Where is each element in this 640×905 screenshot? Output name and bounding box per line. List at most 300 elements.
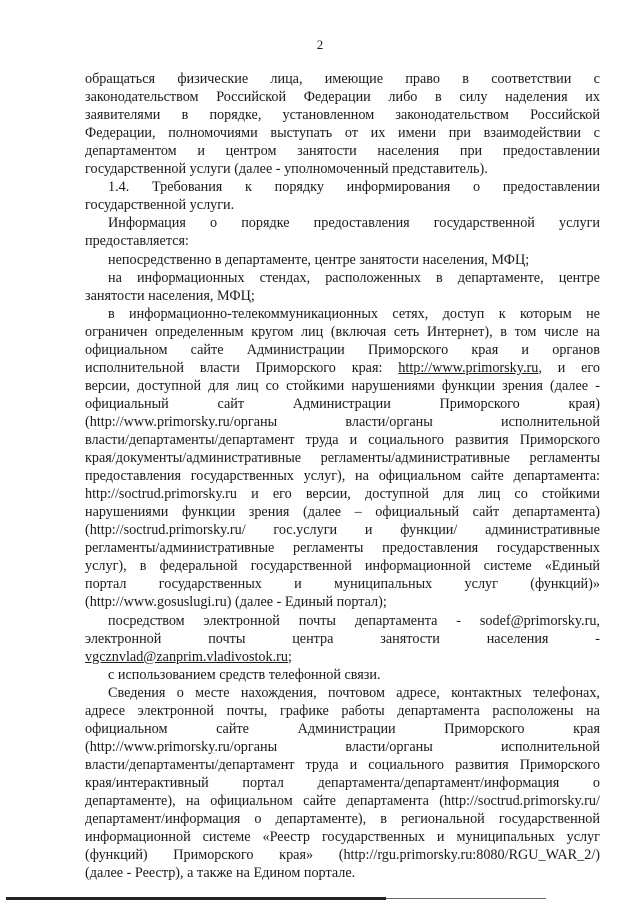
- word: департамента:: [513, 468, 600, 485]
- word: регламенты/административные: [85, 540, 275, 557]
- word: стойкими: [286, 377, 345, 394]
- word: установленном: [282, 107, 375, 124]
- word: развития: [455, 756, 509, 773]
- text-line: [85, 342, 600, 359]
- word: средств: [219, 666, 266, 683]
- word: департаменте),: [275, 811, 367, 828]
- text-line: [85, 324, 600, 341]
- word: связи.: [344, 666, 381, 683]
- word: графике: [279, 702, 329, 719]
- word: его: [272, 486, 292, 503]
- word: труда: [305, 756, 339, 773]
- word: и: [251, 486, 259, 503]
- word: расположенных: [325, 269, 421, 286]
- word: их: [585, 89, 600, 106]
- word: центром: [225, 143, 277, 160]
- text-line: [85, 233, 189, 250]
- word: края/интерактивный: [85, 774, 209, 791]
- word: муниципальных: [334, 576, 433, 593]
- text-line: [85, 107, 600, 124]
- text-line: [85, 197, 234, 214]
- word: департаментом: [85, 143, 177, 160]
- word: муниципальных: [456, 829, 555, 846]
- word: (http://www.gosuslugi.ru): [85, 594, 232, 611]
- word: функции: [181, 504, 236, 521]
- word: «Реестр: [262, 829, 311, 846]
- word: лиц: [300, 323, 324, 340]
- text-line: [85, 631, 600, 648]
- word: населения: [486, 630, 549, 647]
- word: МФЦ;: [216, 287, 255, 304]
- word: и: [197, 143, 205, 160]
- word: при: [448, 125, 471, 142]
- word: информационной: [85, 829, 191, 846]
- word: департаменте,: [457, 269, 544, 286]
- word: сайт: [217, 395, 245, 412]
- word: телефонах,: [533, 684, 600, 701]
- word: на: [236, 865, 250, 882]
- text-line: [108, 685, 600, 702]
- word: обращаться: [85, 71, 156, 87]
- word: (http://rgu.primorsky.ru:8080/RGU_WAR_2/): [338, 847, 600, 864]
- word: 1.4.: [108, 179, 130, 196]
- word: предоставлении: [502, 143, 600, 160]
- word: услуги: [189, 161, 231, 178]
- word: Единый: [284, 594, 334, 611]
- word: гос.услуги: [273, 522, 338, 539]
- word: портал: [242, 774, 284, 791]
- word: силу: [459, 89, 488, 106]
- text-line: [85, 396, 600, 413]
- word: развития: [455, 432, 509, 448]
- word: МФЦ;: [491, 251, 530, 268]
- word: -: [275, 161, 281, 178]
- word: услуги: [559, 215, 600, 232]
- word: портал);: [336, 594, 387, 611]
- word: предоставления: [85, 468, 182, 485]
- text-line: [85, 865, 355, 882]
- word: государственной: [250, 558, 352, 575]
- text-line: [85, 793, 600, 810]
- word: адресе,: [396, 684, 440, 701]
- word: власти/департаменты/департамент: [85, 756, 295, 773]
- word: Приморского: [519, 432, 600, 448]
- page-number: 2: [316, 37, 324, 52]
- word: информирования: [346, 179, 451, 196]
- word: государственной: [85, 197, 187, 214]
- word: расположены: [492, 702, 574, 719]
- word: ограничен: [85, 323, 148, 340]
- word: и: [349, 432, 358, 448]
- word: почтовом: [327, 684, 385, 701]
- word: не: [586, 305, 600, 322]
- word: и: [521, 341, 530, 358]
- word: о: [210, 215, 218, 232]
- word: стойкими: [541, 486, 600, 503]
- word: Приморского: [367, 341, 449, 358]
- word: нарушениями: [351, 377, 435, 394]
- word: числе: [543, 323, 579, 340]
- word: физические: [177, 71, 249, 87]
- word: -: [126, 865, 132, 882]
- word: в: [435, 89, 442, 106]
- word: почты: [208, 630, 246, 647]
- word: государственной: [433, 215, 535, 232]
- word: центра: [292, 630, 334, 647]
- word: -: [595, 630, 600, 647]
- text-line: [108, 252, 529, 269]
- text-line: [85, 288, 255, 305]
- word: имеющие: [324, 71, 384, 87]
- word: со: [265, 377, 279, 394]
- text-line: [108, 613, 600, 630]
- text-line: [85, 522, 600, 539]
- text-line: [85, 829, 600, 846]
- word: с: [593, 71, 600, 87]
- text-line: [85, 847, 600, 864]
- word: услуг: [464, 576, 498, 593]
- text-line: [85, 468, 600, 485]
- text-line: [85, 721, 600, 738]
- word: (http://www.primorsky.ru/органы: [85, 413, 278, 430]
- word: и: [349, 756, 358, 773]
- text-line: [85, 504, 600, 521]
- text-line: [85, 558, 600, 575]
- word: доступной: [137, 377, 202, 394]
- word: с: [108, 666, 115, 683]
- word: Администрации: [246, 341, 345, 358]
- word: Федерации,: [85, 125, 156, 142]
- word: сайте: [216, 720, 249, 737]
- word: Информация: [108, 215, 186, 232]
- word: версии,: [305, 486, 351, 503]
- word: в: [214, 251, 222, 268]
- word: предоставления: [313, 215, 410, 232]
- word: края:: [351, 359, 383, 376]
- word: контактных: [451, 684, 522, 701]
- word: услуг: [566, 829, 600, 846]
- word: Приморского: [519, 756, 600, 773]
- word: порядке,: [209, 107, 262, 124]
- word: услуг),: [303, 468, 346, 485]
- word: регламенты/административные: [320, 450, 510, 467]
- word: которым: [519, 305, 572, 322]
- word: на: [585, 323, 600, 340]
- word: исполнительной: [85, 359, 184, 376]
- word: полномочиями: [168, 125, 258, 142]
- word: стендах,: [259, 269, 311, 286]
- word: его: [581, 359, 600, 376]
- word: официальный: [375, 504, 460, 521]
- word: почты,: [226, 702, 268, 719]
- word: порядке: [241, 215, 290, 232]
- word: официальном: [85, 341, 168, 358]
- word: в: [435, 269, 443, 286]
- word: власти: [199, 359, 240, 376]
- word: при: [459, 143, 483, 160]
- word: для: [443, 486, 464, 503]
- word: занятости: [297, 143, 357, 160]
- word: центре: [314, 251, 356, 268]
- text-line: [85, 414, 600, 431]
- word: официальном: [378, 468, 462, 485]
- text-line: [85, 703, 600, 720]
- word: края): [568, 395, 600, 412]
- word: Приморского: [255, 359, 336, 376]
- text-line: [85, 486, 600, 503]
- word: Федерации: [303, 89, 371, 106]
- word: края»: [279, 847, 314, 864]
- word: края/документы/административные: [85, 450, 302, 467]
- text-line: [108, 306, 600, 323]
- word: федеральной: [159, 558, 238, 575]
- word: государственных: [190, 468, 294, 485]
- word: предоставлении: [502, 179, 600, 196]
- word: http://soctrud.primorsky.ru: [85, 486, 237, 503]
- word: системе: [202, 829, 251, 846]
- word: в: [139, 558, 147, 575]
- word: зрения: [502, 377, 543, 394]
- word: на: [586, 702, 600, 719]
- word: услуги.: [189, 197, 235, 214]
- word: sodef@primorsky.ru,: [479, 612, 600, 629]
- text-line: [85, 143, 600, 160]
- word: также: [196, 865, 233, 882]
- word: региональной: [401, 811, 485, 828]
- word: Российской: [216, 89, 287, 106]
- word: на: [108, 269, 122, 286]
- text-line: [85, 811, 600, 828]
- word: функции/: [400, 522, 458, 539]
- word: нарушениями: [85, 504, 169, 521]
- word: лиц: [478, 486, 501, 503]
- word: социального: [368, 756, 445, 773]
- word: информационной: [364, 558, 471, 575]
- word: Приморского: [444, 720, 525, 737]
- word: о: [176, 684, 184, 701]
- word: Приморского: [439, 395, 520, 412]
- text-line: [108, 270, 600, 287]
- word: (http://soctrud.primorsky.ru/: [439, 793, 600, 809]
- text-line: [108, 179, 600, 196]
- word: (далее: [234, 161, 273, 178]
- word: официальном: [210, 793, 293, 809]
- word: сайт: [472, 504, 500, 521]
- word: и: [436, 829, 445, 846]
- word: власти/органы: [345, 738, 433, 755]
- word: Администрации: [297, 720, 396, 737]
- word: (далее: [550, 377, 589, 394]
- word: Интернет),: [426, 323, 493, 340]
- word: края: [573, 720, 600, 737]
- word: заявителями: [85, 107, 161, 124]
- word: сеть: [393, 323, 420, 340]
- word: населения: [377, 143, 440, 160]
- word: для: [208, 377, 230, 394]
- word: информационных: [136, 269, 245, 286]
- word: края: [471, 341, 499, 358]
- word: к: [245, 179, 252, 196]
- word: соответствии: [491, 71, 572, 87]
- word: о: [254, 811, 262, 828]
- word: (функций): [85, 847, 148, 864]
- word: нахождения,: [240, 684, 317, 701]
- word: департамента): [512, 504, 600, 521]
- word: с: [593, 125, 600, 142]
- word: (включая: [330, 323, 387, 340]
- text-line: [85, 540, 600, 557]
- text-line: [108, 215, 600, 232]
- word: информационно-телекоммуникационных: [129, 305, 379, 322]
- text-line: [85, 432, 600, 449]
- word: на: [355, 468, 369, 485]
- word: государственной: [85, 161, 187, 178]
- word: сайте: [303, 793, 336, 809]
- word: наделения: [505, 89, 568, 106]
- text-line: [85, 775, 600, 792]
- word: телефонной: [268, 666, 341, 683]
- word: портал: [85, 576, 127, 593]
- text-line: [85, 576, 600, 593]
- word: право: [405, 71, 440, 87]
- word: законодательством: [395, 107, 509, 124]
- word: месте: [195, 684, 230, 701]
- word: от: [344, 125, 358, 142]
- word: (далее: [235, 594, 274, 611]
- text-line: [85, 594, 387, 611]
- word: Приморского: [173, 847, 254, 864]
- word: департамента: [354, 612, 438, 629]
- word: и: [557, 359, 566, 376]
- word: работы: [341, 702, 385, 719]
- word: -: [276, 594, 282, 611]
- text-line: [85, 360, 600, 377]
- word: в: [462, 71, 469, 87]
- text-line: [85, 89, 600, 106]
- text-line: [85, 649, 292, 666]
- word: http://www.primorsky.ru,: [398, 359, 542, 376]
- word: департамента/департамент/информация: [317, 774, 560, 791]
- word: регламенты: [529, 450, 600, 467]
- word: взаимодействии: [483, 125, 582, 142]
- word: к: [498, 305, 506, 322]
- word: департамент/информация: [85, 811, 241, 828]
- text-line: [85, 378, 600, 395]
- word: (далее: [303, 504, 342, 521]
- word: департамента: [346, 793, 429, 809]
- word: Реестр),: [134, 865, 184, 882]
- word: определенным: [155, 323, 244, 340]
- word: электронной: [85, 630, 162, 647]
- word: почты: [298, 612, 336, 629]
- word: власти/департаменты/департамент: [85, 432, 295, 448]
- word: зрения: [248, 504, 290, 521]
- word: порядку: [274, 179, 324, 196]
- word: кругом: [251, 323, 294, 340]
- word: государственной: [498, 811, 600, 828]
- word: органов: [552, 341, 600, 358]
- word: официальный: [85, 395, 169, 412]
- word: (http://soctrud.primorsky.ru/: [85, 522, 246, 539]
- word: использованием: [117, 666, 216, 683]
- word: Администрации: [292, 395, 391, 412]
- word: Сведения: [108, 684, 166, 701]
- text-line: [85, 450, 600, 467]
- word: портале.: [303, 865, 356, 882]
- word: официальном: [85, 720, 168, 737]
- word: занятости: [85, 287, 145, 304]
- word: труда: [305, 432, 339, 448]
- word: версии,: [85, 377, 131, 394]
- word: сайте: [190, 341, 224, 358]
- word: vgcznvlad@zanprim.vladivostok.ru;: [85, 648, 292, 665]
- word: лиц: [236, 377, 259, 394]
- link-text: vgcznvlad@zanprim.vladivostok.ru: [85, 648, 288, 665]
- word: представитель).: [392, 161, 488, 178]
- text-line: [85, 739, 600, 756]
- word: электронной: [203, 612, 280, 629]
- word: системе: [483, 558, 532, 575]
- word: –: [354, 504, 362, 521]
- word: социального: [368, 432, 445, 448]
- word: предоставляется:: [85, 233, 189, 250]
- word: административные: [485, 522, 600, 539]
- word: (http://www.primorsky.ru/органы: [85, 738, 278, 755]
- word: государственных: [496, 540, 600, 557]
- word: адресе: [85, 702, 126, 719]
- word: о: [473, 179, 481, 196]
- word: либо: [388, 89, 418, 106]
- word: сетях,: [392, 305, 429, 322]
- word: департаменте),: [85, 793, 176, 809]
- word: доступной: [364, 486, 429, 503]
- text-line: [85, 757, 600, 774]
- word: функции: [441, 377, 496, 394]
- word: предоставления: [382, 540, 479, 557]
- word: доступ: [442, 305, 485, 322]
- word: Едином: [253, 865, 301, 882]
- word: электронной: [137, 702, 214, 719]
- word: власти/органы: [345, 413, 433, 430]
- link-text: http://www.primorsky.ru: [398, 359, 539, 376]
- bottom-rule: [6, 897, 386, 900]
- word: центре: [558, 269, 600, 286]
- word: населения,: [148, 287, 214, 304]
- word: посредством: [108, 612, 185, 629]
- word: государственных: [321, 829, 425, 846]
- word: департаменте,: [225, 251, 312, 268]
- word: занятости: [380, 630, 440, 647]
- word: в: [380, 811, 387, 828]
- word: непосредственно: [108, 251, 212, 268]
- word: выступать: [270, 125, 333, 142]
- word: и: [364, 522, 373, 539]
- word: том: [514, 323, 537, 340]
- word: сайте: [470, 468, 504, 485]
- word: «Единый: [544, 558, 600, 575]
- word: населения,: [422, 251, 488, 268]
- word: о: [592, 774, 600, 791]
- word: регламенты: [293, 540, 364, 557]
- text-line: [108, 667, 381, 684]
- word: в: [181, 107, 189, 124]
- word: Российской: [530, 107, 600, 124]
- bottom-rule-thin: [386, 898, 546, 899]
- text-line: [85, 161, 488, 178]
- word: исполнительной: [501, 413, 600, 430]
- word: занятости: [359, 251, 419, 268]
- word: на: [186, 793, 200, 809]
